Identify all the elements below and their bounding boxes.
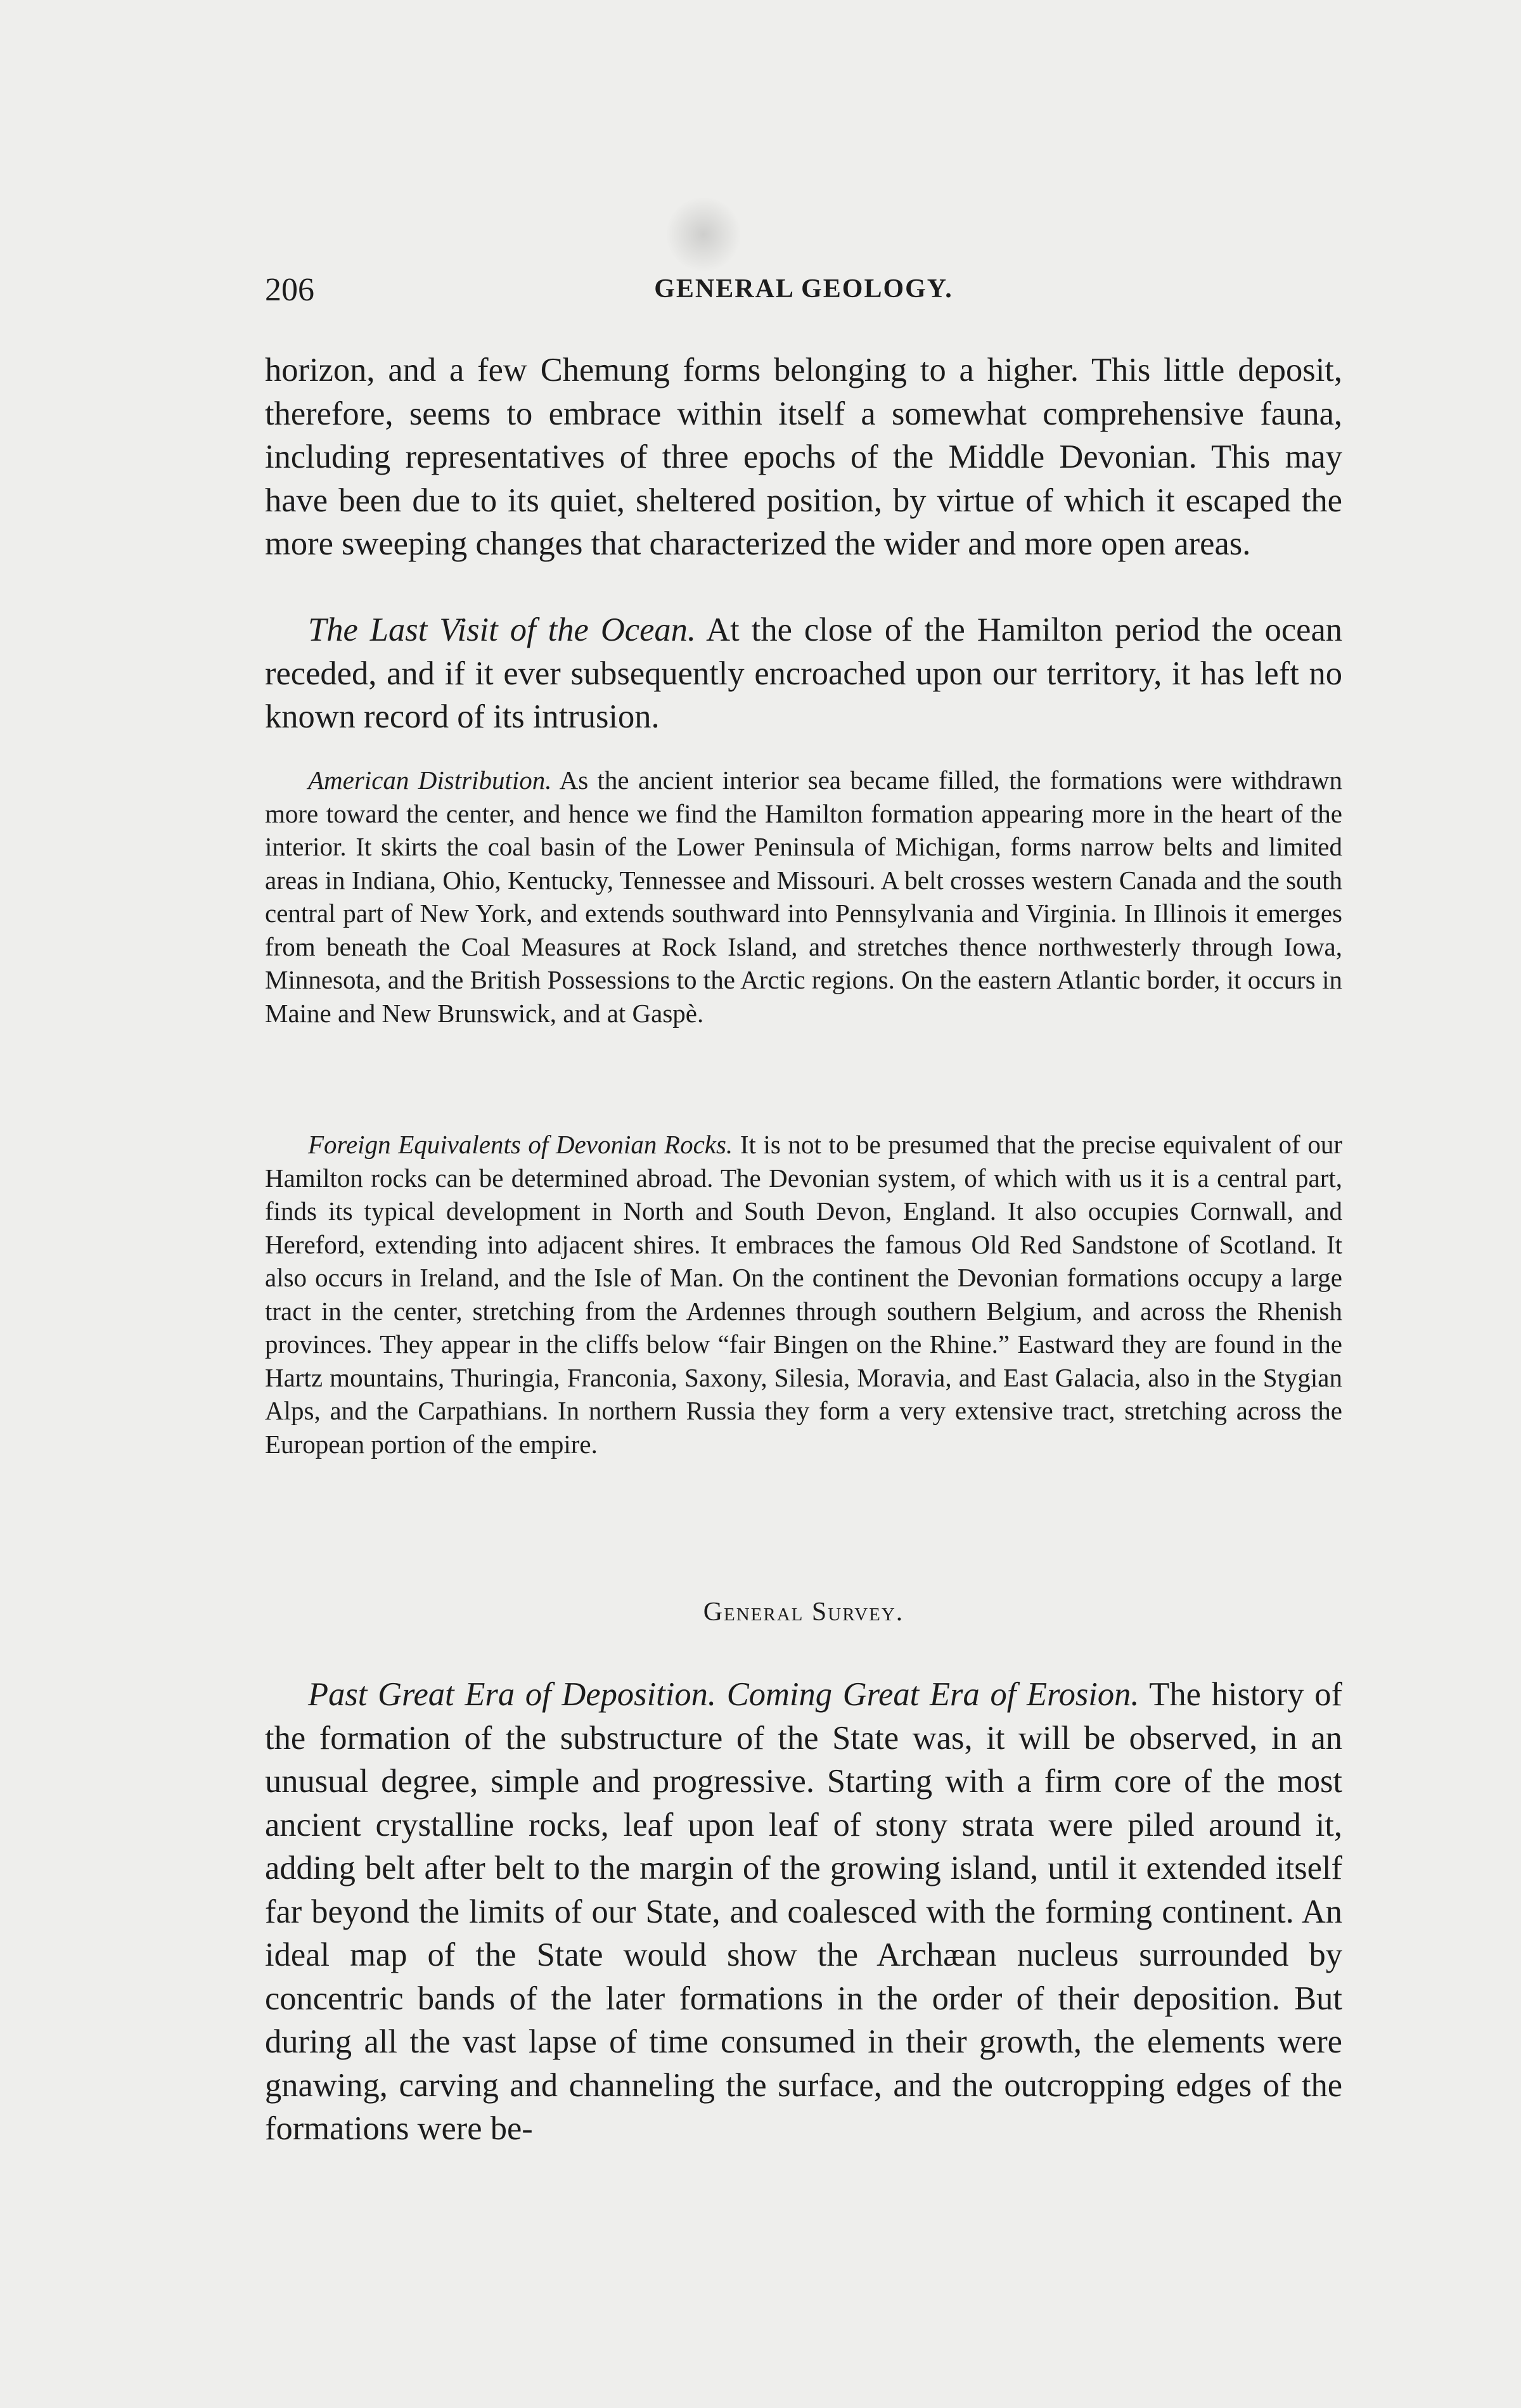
ink-smudge (665, 196, 741, 272)
last-visit-lead: The Last Visit of the Ocean. (308, 612, 696, 648)
survey-text: The history of the formation of the substructure of the State was, it will be observed, in an unusual degree, simple and progressive. Starting with a firm core of the most ancient crystalline rocks, leaf upon leaf of stony strata were piled around it, adding belt after belt to the margin of the growing island, until it extended itself far beyond the limits of our State, and coalesced with the forming continent. An ideal map of the State would show the Archæan nucleus surrounded by concentric bands of the later formations in the order of their deposition. But during all the vast lapse of time consumed in their growth, the elements were gnawing, carving and channeling the surface, and the outcropping edges of the formations were be- (265, 1676, 1342, 2147)
survey-lead-erosion: Coming Great Era of Erosion. (726, 1676, 1139, 1713)
page-number: 206 (265, 272, 314, 308)
american-distribution-lead: American Distribution. (308, 765, 552, 795)
american-distribution-text: As the ancient interior sea became filled, the formations were withdrawn more toward the center, and hence we find the Hamilton formation appearing more in the heart of the interior. It skirts the coal basin of the Lower Peninsula of Michigan, forms narrow belts and limited areas in Indiana, Ohio, Kentucky, Tennessee and Missouri. A belt crosses western Canada and the south central part of New York, and extends southward into Pennsylvania and Virginia. In Illinois it emerges from beneath the Coal Measures at Rock Island, and stretches thence northwesterly through Iowa, Minnesota, and the British Possessions to the Arctic regions. On the eastern Atlantic border, it occurs in Maine and New Brunswick, and at Gaspè. (265, 765, 1343, 1028)
survey-lead-deposition: Past Great Era of Deposition. (308, 1676, 716, 1713)
last-visit-text: At the close of the Hamilton period the ocean receded, and if it ever subsequently encroached upon our territory, it has left no known record of its intrusion. (265, 612, 1343, 735)
foreign-equivalents-text: It is not to be presumed that the precise equivalent of our Hamilton rocks can be determined abroad. The Devonian system, of which with us it is a central part, finds its typical development in North and South Devon, England. It also occupies Cornwall, and Hereford, extending into adjacent shires. It embraces the famous Old Red Sandstone of Scotland. It also occurs in Ireland, and the Isle of Man. On the continent the Devonian formations occupy a large tract in the center, stretching from the Ardennes through southern Belgium, and across the Rhenish provinces. They appear in the cliffs below “fair Bingen on the Rhine.” Eastward they are found in the Hartz mountains, Thuringia, Franconia, Saxony, Silesia, Moravia, and East Galacia, also in the Stygian Alps, and the Carpathians. In northern Russia they form a very extensive tract, stretching across the European portion of the empire. (265, 1130, 1342, 1459)
paragraph-last-visit (265, 608, 1342, 739)
section-heading-general-survey: General Survey. (703, 1598, 904, 1627)
paragraph-foreign-equivalents (265, 1128, 1342, 1461)
page-header (265, 271, 1342, 316)
paragraph-general-survey (265, 1673, 1342, 2151)
paragraph-horizon: horizon, and a few Chemung forms belonging to a higher. This little deposit, therefore, seems to embrace within itself a somewhat comprehensive fauna, including representatives of three epochs of the Middle Devonian. This may have been due to its quiet, sheltered position, by virtue of which it escaped the more sweeping changes that characterized the wider and more open areas. (265, 352, 1342, 562)
foreign-equivalents-lead: Foreign Equivalents of Devonian Rocks. (308, 1130, 733, 1159)
paragraph-american-distribution (265, 764, 1342, 1030)
running-title: GENERAL GEOLOGY. (654, 274, 953, 304)
